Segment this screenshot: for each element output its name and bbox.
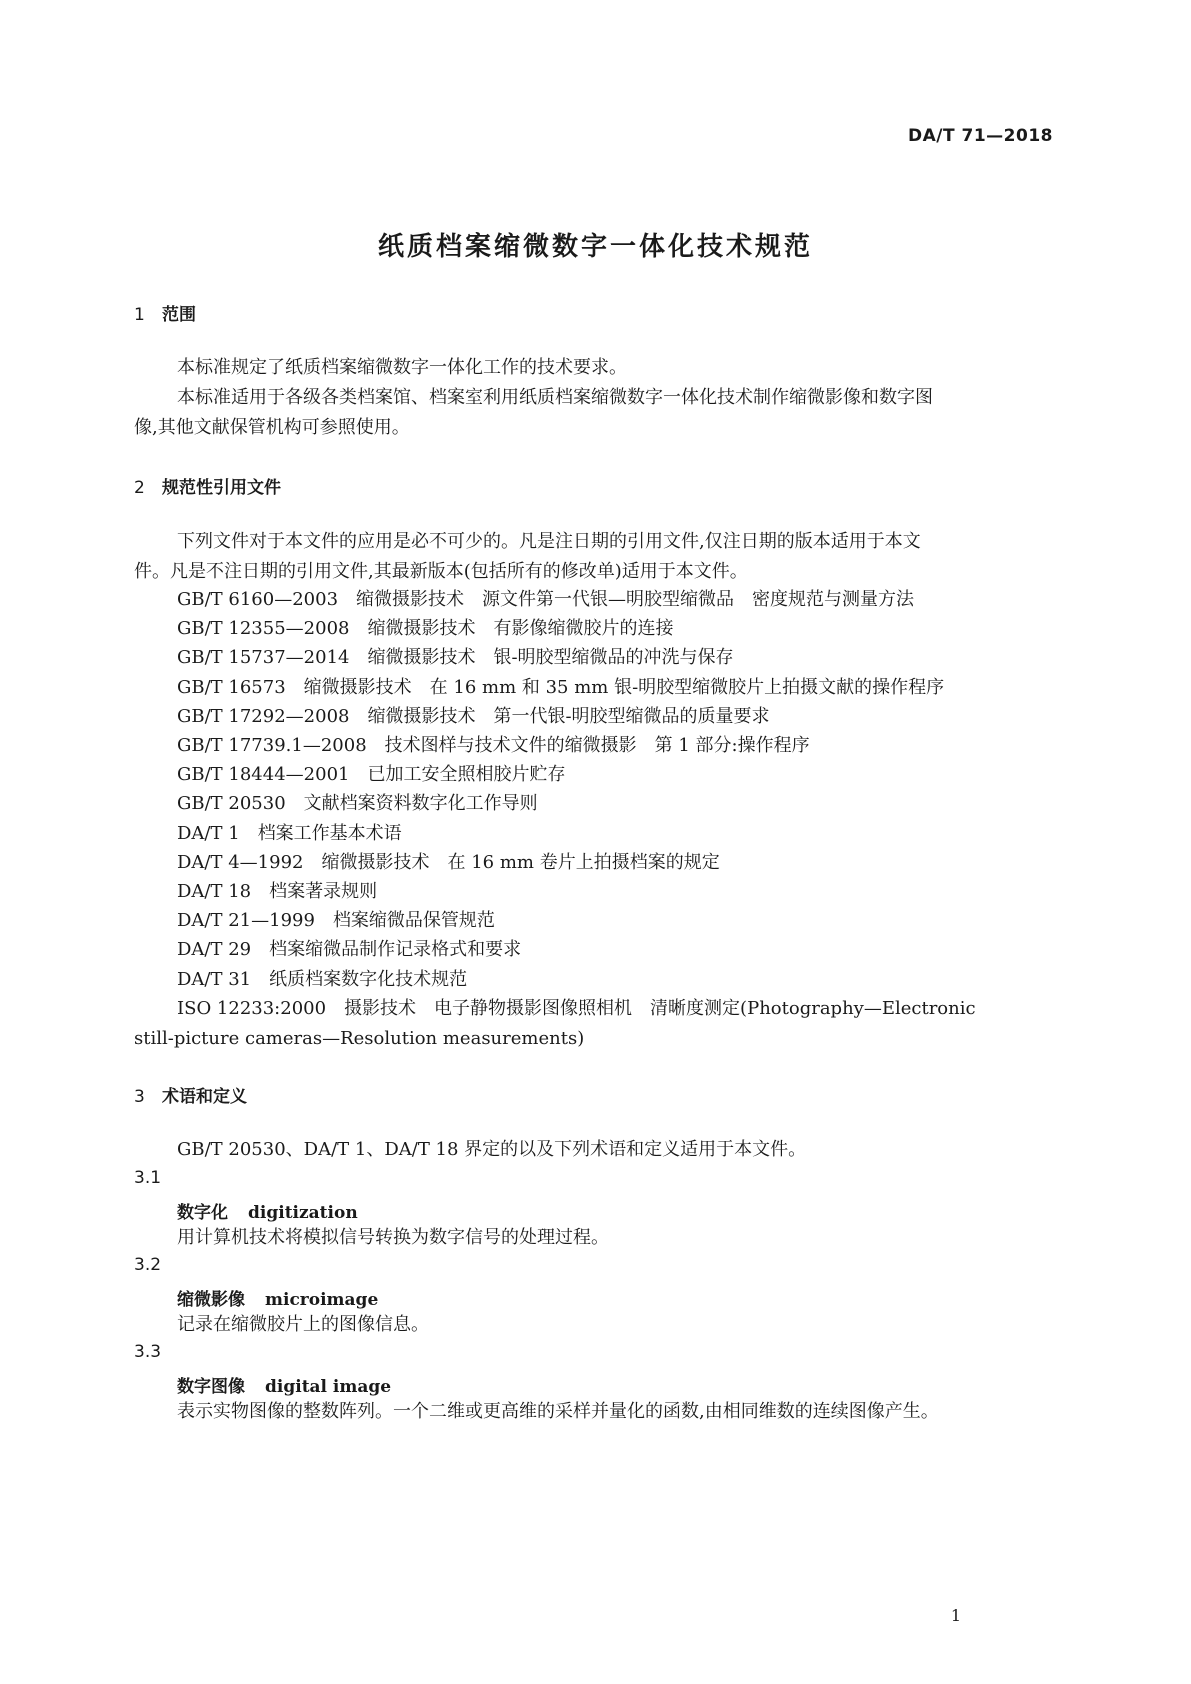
reference-title: 档案著录规则 xyxy=(269,881,378,903)
reference-code: GB/T 18444—2001 xyxy=(177,764,350,786)
reference-code: GB/T 15737—2014 xyxy=(177,647,350,669)
section-number: 3 xyxy=(134,1087,145,1107)
paragraph-continuation: 件。凡是不注日期的引用文件,其最新版本(包括所有的修改单)适用于本文件。 xyxy=(134,561,748,582)
normative-reference-list xyxy=(177,585,976,1023)
reference-item xyxy=(177,965,976,994)
reference-item xyxy=(177,585,976,614)
term-number: 3.1 xyxy=(134,1168,162,1188)
reference-title: 已加工安全照相胶片贮存 xyxy=(367,764,566,786)
reference-title: 缩微摄影技术 第一代银-明胶型缩微品的质量要求 xyxy=(367,705,770,727)
reference-code: GB/T 16573 xyxy=(177,676,286,698)
section-number: 2 xyxy=(134,478,145,498)
term-number: 3.2 xyxy=(134,1255,162,1275)
page-number: 1 xyxy=(950,1606,961,1625)
reference-item xyxy=(177,935,976,964)
reference-item xyxy=(177,760,976,789)
reference-title: 技术图样与技术文件的缩微摄影 第 1 部分:操作程序 xyxy=(384,735,810,757)
term-en: digital image xyxy=(265,1377,392,1397)
reference-continuation: still-picture cameras—Resolution measurements) xyxy=(134,1028,585,1049)
reference-code: GB/T 20530 xyxy=(177,793,286,815)
term-number: 3.3 xyxy=(134,1342,162,1362)
term-zh: 数字化 xyxy=(177,1203,228,1223)
section-1-heading xyxy=(134,300,196,325)
reference-title: 缩微摄影技术 在 16 mm 卷片上拍摄档案的规定 xyxy=(321,851,720,873)
term-heading xyxy=(177,1285,378,1310)
reference-title: 纸质档案数字化技术规范 xyxy=(269,968,468,990)
paragraph-continuation: 像,其他文献保管机构可参照使用。 xyxy=(134,417,410,438)
term-heading xyxy=(177,1198,358,1223)
section-number: 1 xyxy=(134,305,145,325)
document-title: 纸质档案缩微数字一体化技术规范 xyxy=(377,232,813,262)
reference-title: 文献档案资料数字化工作导则 xyxy=(303,793,538,815)
reference-code: DA/T 18 xyxy=(177,881,252,903)
reference-code: GB/T 17739.1—2008 xyxy=(177,735,367,757)
reference-code: DA/T 21—1999 xyxy=(177,910,315,932)
standard-code: DA/T 71—2018 xyxy=(908,126,1053,146)
reference-item xyxy=(177,819,976,848)
section-title: 规范性引用文件 xyxy=(162,478,281,498)
reference-item xyxy=(177,906,976,935)
reference-code: GB/T 17292—2008 xyxy=(177,705,350,727)
section-title: 术语和定义 xyxy=(162,1087,247,1107)
reference-code: DA/T 31 xyxy=(177,968,252,990)
reference-item xyxy=(177,614,976,643)
section-3-heading xyxy=(134,1082,247,1107)
reference-item xyxy=(177,673,976,702)
reference-code: DA/T 1 xyxy=(177,822,240,844)
paragraph: GB/T 20530、DA/T 1、DA/T 18 界定的以及下列术语和定义适用于本文件。 xyxy=(177,1139,807,1160)
reference-item xyxy=(177,731,976,760)
reference-item xyxy=(177,994,976,1023)
term-zh: 数字图像 xyxy=(177,1377,245,1397)
term-heading xyxy=(177,1372,391,1397)
term-zh: 缩微影像 xyxy=(177,1290,245,1310)
reference-code: GB/T 6160—2003 xyxy=(177,589,339,610)
term-definition: 记录在缩微胶片上的图像信息。 xyxy=(177,1314,429,1335)
term-definition: 用计算机技术将模拟信号转换为数字信号的处理过程。 xyxy=(177,1227,609,1248)
reference-title: 缩微摄影技术 在 16 mm 和 35 mm 银-明胶型缩微胶片上拍摄文献的操作程序 xyxy=(303,676,945,698)
reference-title: 摄影技术 电子静物摄影图像照相机 清晰度测定(Photography—Electronic xyxy=(344,997,976,1019)
reference-item xyxy=(177,848,976,877)
reference-title: 缩微摄影技术 有影像缩微胶片的连接 xyxy=(367,618,674,640)
term-en: digitization xyxy=(248,1203,358,1223)
reference-code: ISO 12233:2000 xyxy=(177,997,327,1019)
paragraph: 下列文件对于本文件的应用是必不可少的。凡是注日期的引用文件,仅注日期的版本适用于本文 xyxy=(177,531,921,552)
paragraph: 本标准适用于各级各类档案馆、档案室利用纸质档案缩微数字一体化技术制作缩微影像和数字图 xyxy=(177,387,933,408)
term-definition: 表示实物图像的整数阵列。一个二维或更高维的采样并量化的函数,由相同维数的连续图像产生。 xyxy=(177,1401,939,1422)
reference-item xyxy=(177,789,976,818)
reference-item xyxy=(177,702,976,731)
reference-title: 档案缩微品制作记录格式和要求 xyxy=(269,939,522,961)
section-title: 范围 xyxy=(162,305,196,325)
reference-code: GB/T 12355—2008 xyxy=(177,618,350,640)
reference-title: 档案工作基本术语 xyxy=(257,822,402,844)
reference-code: DA/T 29 xyxy=(177,939,252,961)
reference-title: 缩微摄影技术 源文件第一代银—明胶型缩微品 密度规范与测量方法 xyxy=(356,589,915,610)
reference-item xyxy=(177,643,976,672)
paragraph: 本标准规定了纸质档案缩微数字一体化工作的技术要求。 xyxy=(177,357,627,378)
reference-title: 缩微摄影技术 银-明胶型缩微品的冲洗与保存 xyxy=(367,647,734,669)
reference-code: DA/T 4—1992 xyxy=(177,851,304,873)
reference-item xyxy=(177,877,976,906)
reference-title: 档案缩微品保管规范 xyxy=(332,910,495,932)
section-2-heading xyxy=(134,473,281,498)
term-en: microimage xyxy=(265,1290,379,1310)
